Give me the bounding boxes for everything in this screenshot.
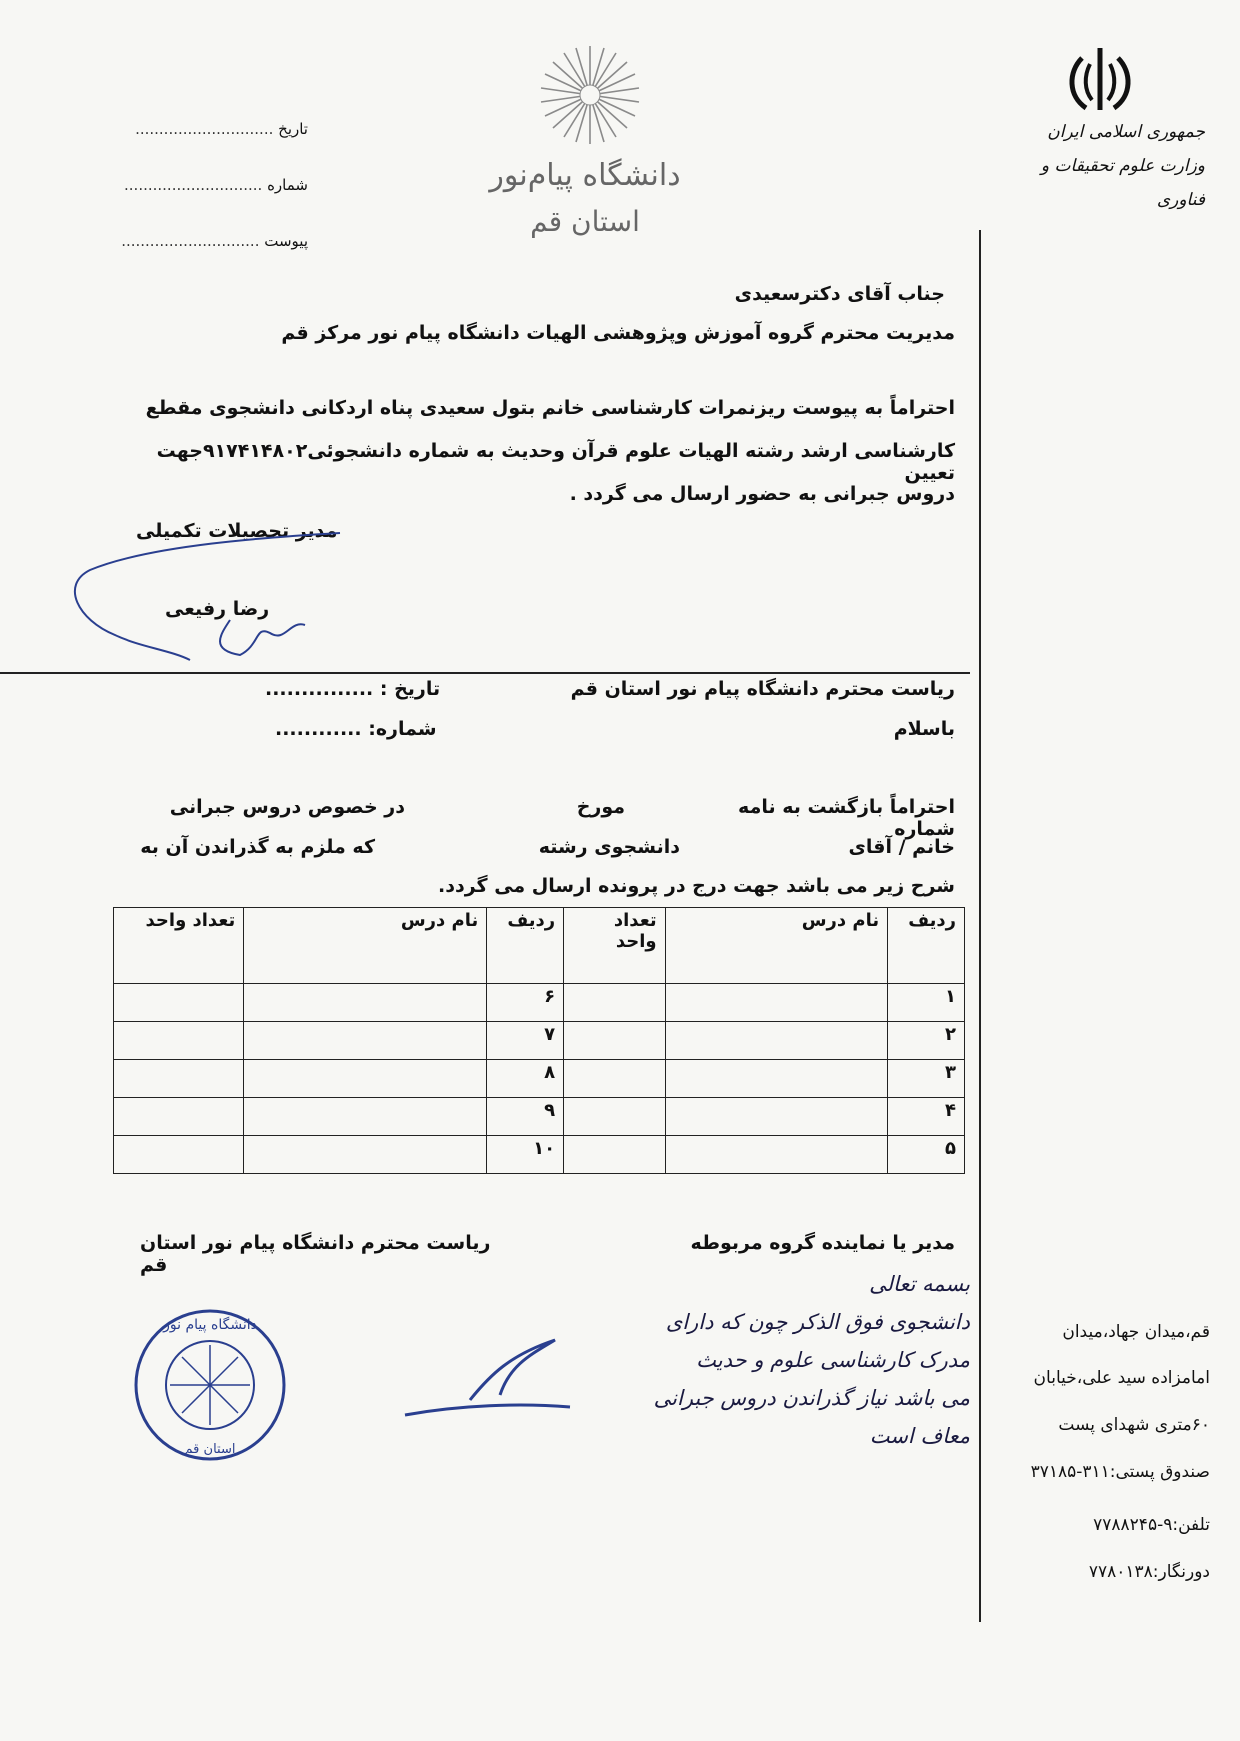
fax: دورنگار:۷۷۸۰۱۳۸ <box>1088 1562 1210 1582</box>
table-cell: ۳ <box>888 1060 965 1098</box>
handwritten-line: بسمه تعالی <box>869 1272 970 1296</box>
date-field <box>68 120 308 138</box>
reply-line3: شرح زیر می باشد جهت درج در پرونده ارسال می گردد. <box>438 875 955 897</box>
reply-number: شماره: ............ <box>275 718 437 740</box>
date-label: تاریخ <box>278 120 308 138</box>
handwritten-note <box>650 1265 970 1455</box>
table-cell: ۱۰ <box>487 1136 564 1174</box>
signer-title: مدیر تحصیلات تکمیلی <box>136 520 338 542</box>
table-cell: ۵ <box>888 1136 965 1174</box>
signature-scribble-icon <box>70 525 370 675</box>
address-line-3: ۶۰متری شهدای پست <box>1058 1415 1210 1435</box>
date-dots: ............................. <box>135 120 274 138</box>
course-table <box>113 907 965 1174</box>
university-stamp-icon <box>130 1305 290 1465</box>
table-cell: ۸ <box>487 1060 564 1098</box>
ministry-line1: جمهوری اسلامی ایران <box>1047 122 1205 142</box>
handwritten-line: مدرک کارشناسی علوم و حدیث <box>696 1348 970 1372</box>
sidebar-divider <box>979 230 981 1622</box>
address-line-2: امامزاده سید علی،خیابان <box>1033 1368 1210 1388</box>
university-logo-icon <box>535 40 645 150</box>
table-row <box>114 984 965 1022</box>
table-cell: ۲ <box>888 1022 965 1060</box>
stamp-text-top: دانشگاه پیام نور <box>163 1317 257 1333</box>
table-cell: ۷ <box>487 1022 564 1060</box>
table-row <box>114 1136 965 1174</box>
ministry-heading <box>990 115 1205 217</box>
recipient: جناب آقای دکترسعیدی <box>734 283 945 305</box>
presidency-signature-icon <box>400 1325 580 1425</box>
table-header: ردیف <box>888 908 965 984</box>
table-header: تعداد واحد <box>114 908 244 984</box>
university-name: دانشگاه پیام‌نور <box>489 158 681 193</box>
group-manager-label: مدیر یا نماینده گروه مربوطه <box>690 1232 955 1254</box>
table-row <box>114 1060 965 1098</box>
reply-line1-b: مورخ <box>576 796 625 818</box>
phone: تلفن:۹-۷۷۸۸۲۴۵ <box>1093 1515 1210 1535</box>
reply-line2-c: که ملزم به گذراندن آن به <box>140 836 375 858</box>
reply-line1-a: احتراماً بازگشت به نامه شماره <box>738 796 955 840</box>
number-label: شماره <box>267 176 308 194</box>
table-row <box>114 1022 965 1060</box>
recipient-title: مدیریت محترم گروه آموزش وپژوهشی الهیات دانشگاه پیام نور مرکز قم <box>281 322 955 344</box>
number-field <box>68 176 308 194</box>
attachment-field <box>68 232 308 250</box>
table-cell: ۹ <box>487 1098 564 1136</box>
table-header: نام درس <box>244 908 487 984</box>
attachment-dots: ............................. <box>121 232 260 250</box>
table-cell: ۴ <box>888 1098 965 1136</box>
attachment-label: پیوست <box>264 232 308 250</box>
reply-line2-b: دانشجوی رشته <box>538 836 680 858</box>
iran-emblem-icon <box>1060 40 1140 120</box>
handwritten-line: می باشد نیاز گذراندن دروس جبرانی <box>653 1386 970 1410</box>
reply-line2-a: خانم / آقای <box>848 836 955 858</box>
address-line-1: قم،میدان جهاد،میدان <box>1062 1322 1210 1342</box>
paragraph-line-2: کارشناسی ارشد رشته الهیات علوم قرآن وحدیث به شماره دانشجوئی۹۱۷۴۱۴۸۰۲جهت تعیین <box>156 440 955 484</box>
university-province: استان قم <box>530 205 640 238</box>
presidency-label: ریاست محترم دانشگاه پیام نور استان قم <box>140 1232 491 1276</box>
reply-date: تاریخ : ............... <box>265 678 441 700</box>
stamp-text-bottom: استان قم <box>184 1442 236 1457</box>
paragraph-line-3: دروس جبرانی به حضور ارسال می گردد . <box>569 483 955 505</box>
section-divider <box>0 672 970 674</box>
reply-greeting: باسلام <box>893 718 955 740</box>
signer-name: رضا رفیعی <box>165 598 270 620</box>
handwritten-line: دانشجوی فوق الذکر چون که دارای <box>665 1310 970 1334</box>
table-cell: ۶ <box>487 984 564 1022</box>
table-header: ردیف <box>487 908 564 984</box>
number-dots: ............................. <box>124 176 263 194</box>
table-row <box>114 1098 965 1136</box>
table-header: نام درس <box>665 908 887 984</box>
handwritten-line: معاف است <box>869 1424 970 1448</box>
table-header: تعداد واحد <box>564 908 666 984</box>
reply-addressee: ریاست محترم دانشگاه پیام نور استان قم <box>570 678 955 700</box>
ministry-line2: وزارت علوم تحقیقات و فناوری <box>1040 156 1205 210</box>
table-cell: ۱ <box>888 984 965 1022</box>
paragraph-line-1: احتراماً به پیوست ریزنمرات کارشناسی خانم بتول سعیدی پناه اردکانی دانشجوی مقطع <box>145 397 955 419</box>
reply-line1-c: در خصوص دروس جبرانی <box>169 796 405 818</box>
postbox: صندوق پستی:۳۱۱-۳۷۱۸۵ <box>1030 1462 1210 1482</box>
